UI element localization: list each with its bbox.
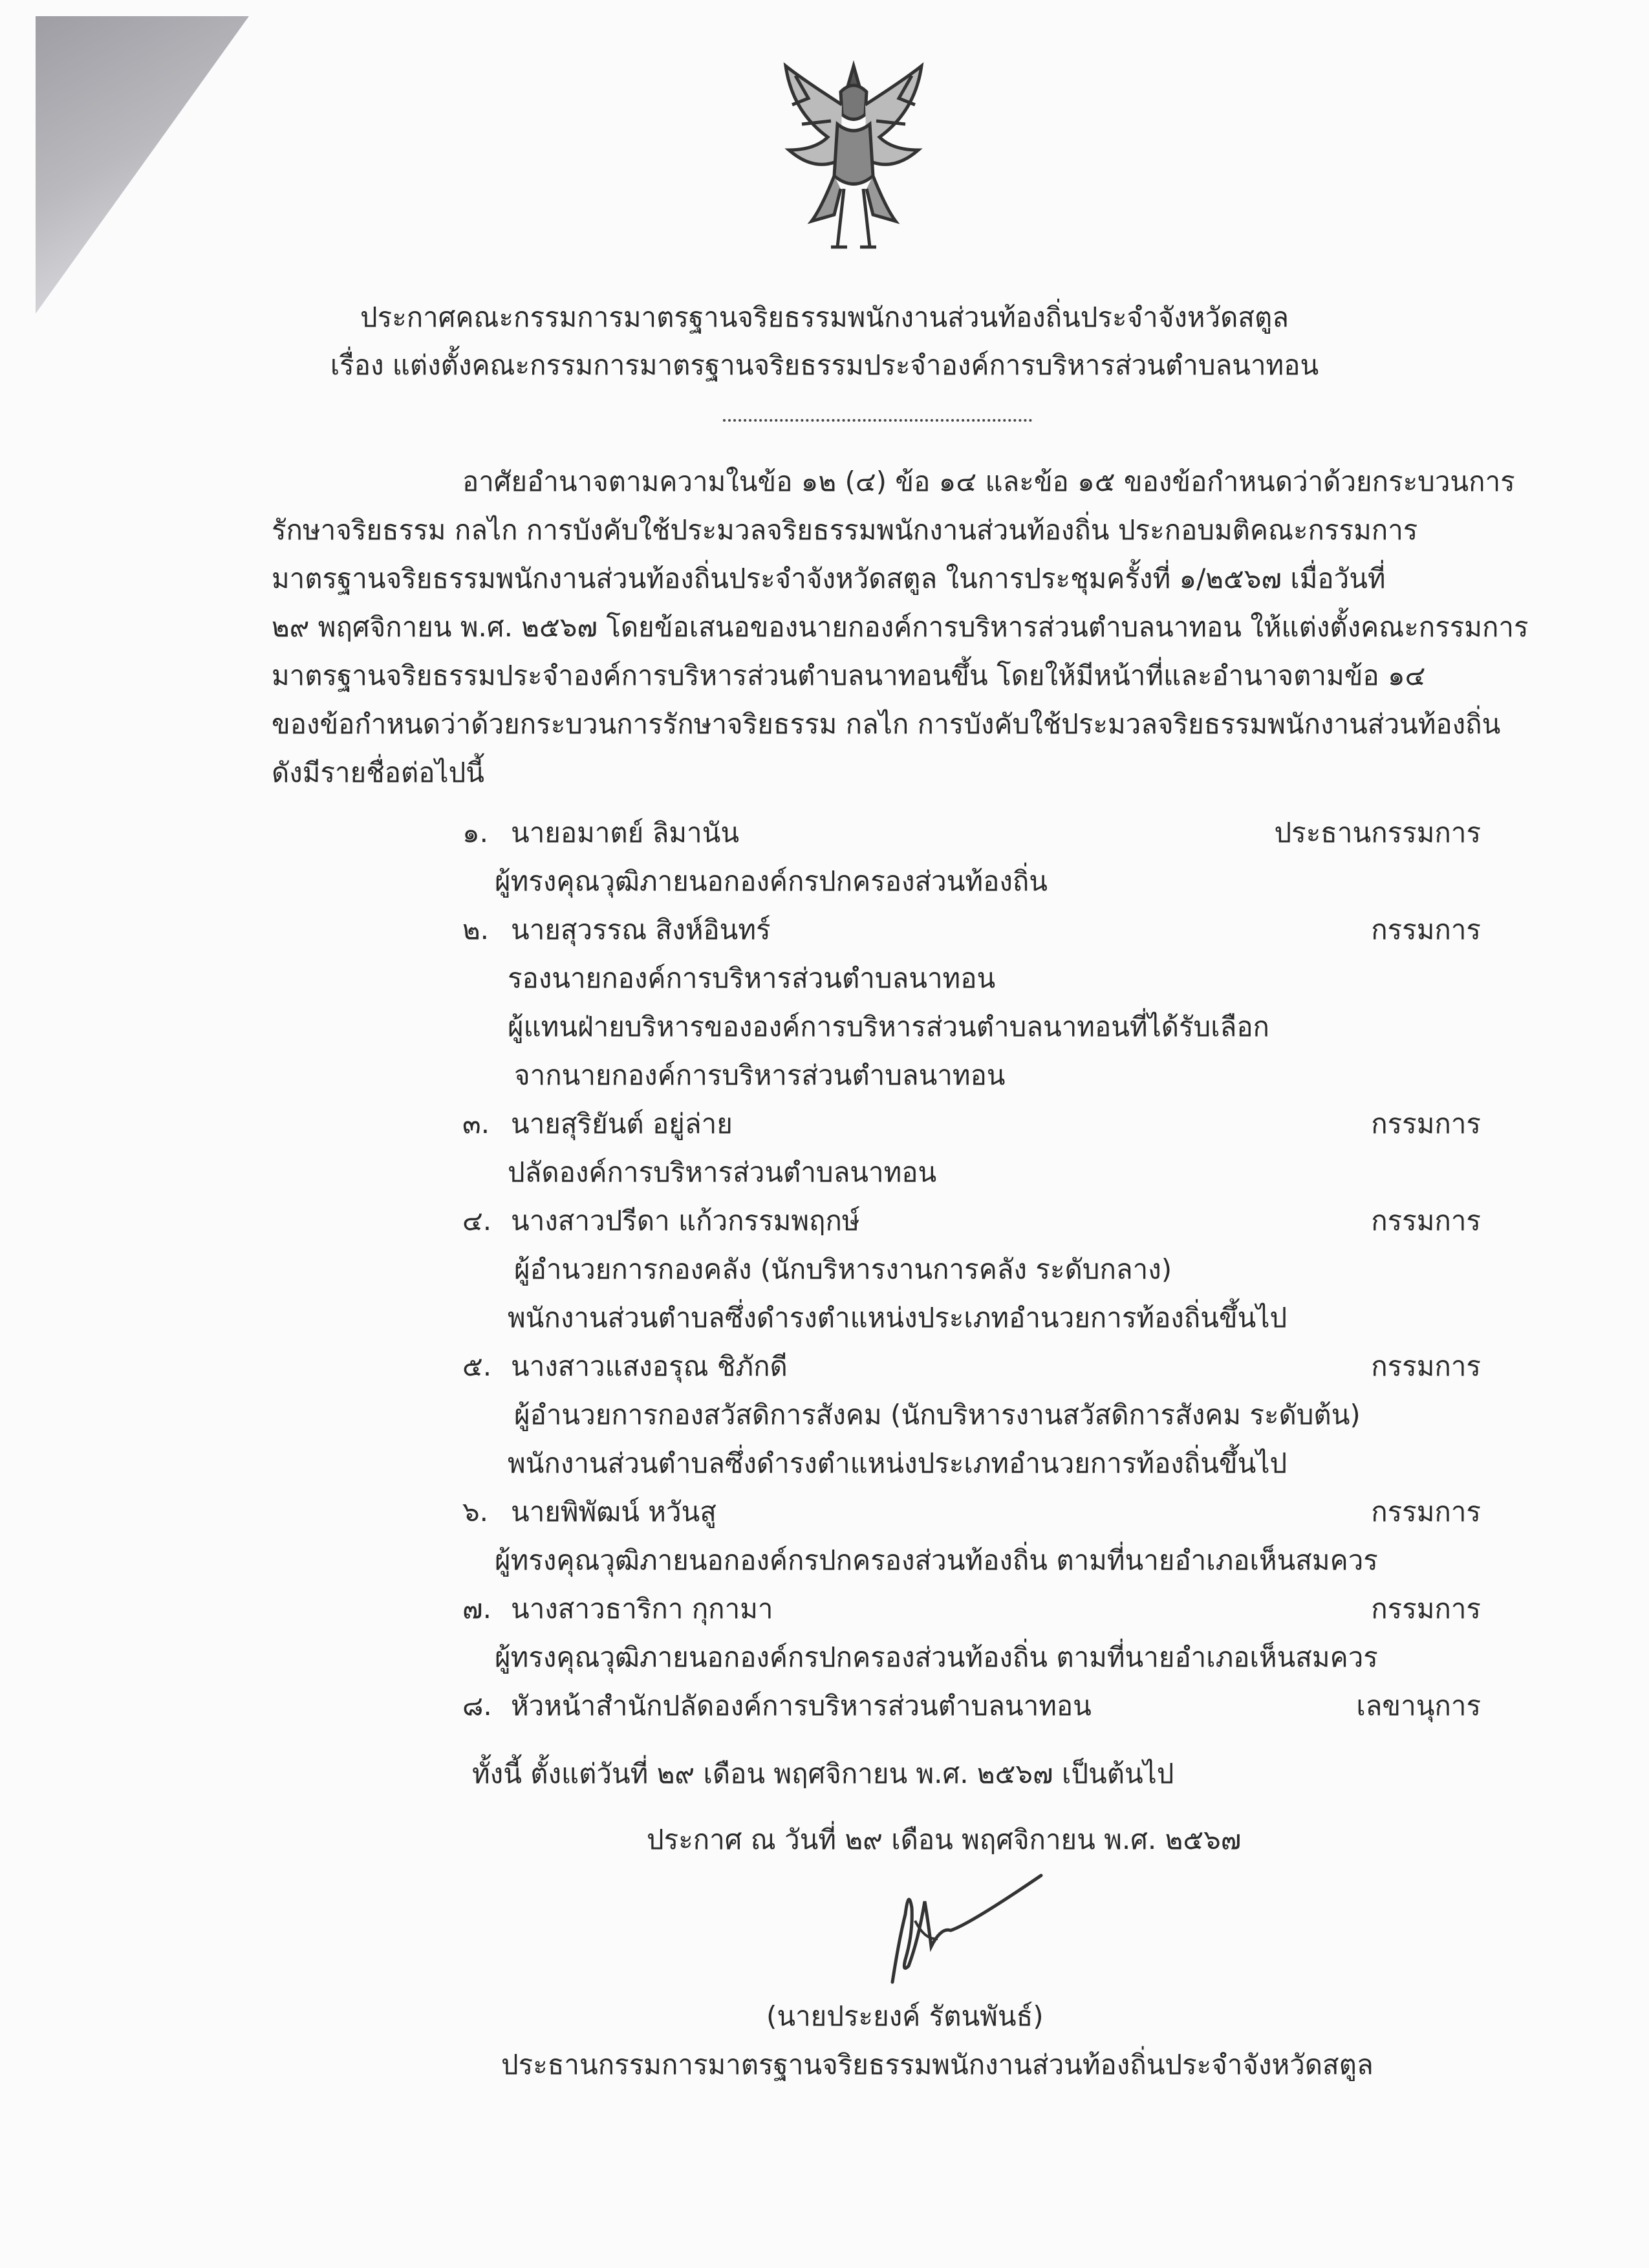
body-line: มาตรฐานจริยธรรมประจำองค์การบริหารส่วนตำบลนาทอนขึ้น โดยให้มีหน้าที่และอำนาจตามข้อ ๑๔ — [272, 660, 1426, 691]
member-role: กรรมการ — [1371, 914, 1481, 945]
member-detail: ผู้อำนวยการกองสวัสดิการสังคม (นักบริหารงานสวัสดิการสังคม ระดับต้น) — [514, 1399, 1361, 1431]
member-name: นางสาวปรีดา แก้วกรรมพฤกษ์ — [511, 1205, 860, 1237]
member-number: ๖. — [462, 1496, 489, 1528]
member-role: กรรมการ — [1371, 1205, 1481, 1237]
body-line: ๒๙ พฤศจิกายน พ.ศ. ๒๕๖๗ โดยข้อเสนอของนายกองค์การบริหารส่วนตำบลนาทอน ให้แต่งตั้งคณะกรรมการ — [272, 611, 1529, 643]
member-detail: รองนายกองค์การบริหารส่วนตำบลนาทอน — [508, 962, 996, 994]
member-number: ๗. — [462, 1593, 491, 1625]
member-detail: พนักงานส่วนตำบลซึ่งดำรงตำแหน่งประเภทอำนวยการท้องถิ่นขึ้นไป — [508, 1447, 1288, 1479]
member-detail: ผู้อำนวยการกองคลัง (นักบริหารงานการคลัง ระดับกลาง) — [514, 1253, 1172, 1285]
member-name: นายอมาตย์ ลิมานัน — [511, 817, 740, 848]
member-role: ประธานกรรมการ — [1274, 817, 1481, 848]
body-line: ของข้อกำหนดว่าด้วยกระบวนการรักษาจริยธรรม กลไก การบังคับใช้ประมวลจริยธรรมพนักงานส่วนท้องถิ่น — [272, 708, 1501, 740]
member-number: ๕. — [462, 1350, 492, 1382]
member-name: นายสุริยันต์ อยู่ล่าย — [511, 1108, 733, 1139]
member-number: ๔. — [462, 1205, 492, 1237]
garuda-emblem-icon — [776, 53, 931, 260]
body-line: ดังมีรายชื่อต่อไปนี้ — [272, 757, 484, 788]
member-number: ๑. — [462, 817, 489, 848]
body-line: รักษาจริยธรรม กลไก การบังคับใช้ประมวลจริยธรรมพนักงานส่วนท้องถิ่น ประกอบมติคณะกรรมการ — [272, 514, 1418, 546]
member-role: กรรมการ — [1371, 1108, 1481, 1139]
member-role: เลขานุการ — [1356, 1690, 1481, 1722]
member-detail: ปลัดองค์การบริหารส่วนตำบลนาทอน — [508, 1156, 937, 1188]
member-detail: ผู้ทรงคุณวุฒิภายนอกองค์กรปกครองส่วนท้องถิ่น — [495, 865, 1048, 897]
dotted-divider — [723, 419, 1032, 422]
member-role: กรรมการ — [1371, 1593, 1481, 1625]
member-number: ๓. — [462, 1108, 490, 1139]
member-name: นายพิพัฒน์ หวันสู — [511, 1496, 717, 1528]
document-subject: เรื่อง แต่งตั้งคณะกรรมการมาตรฐานจริยธรรมประจำองค์การบริหารส่วนตำบลนาทอน — [330, 349, 1319, 381]
body-line: มาตรฐานจริยธรรมพนักงานส่วนท้องถิ่นประจำจังหวัดสตูล ในการประชุมครั้งที่ ๑/๒๕๖๗ เมื่อวันที่ — [272, 563, 1386, 594]
member-detail: จากนายกองค์การบริหารส่วนตำบลนาทอน — [514, 1059, 1006, 1091]
member-role: กรรมการ — [1371, 1350, 1481, 1382]
signer-title: ประธานกรรมการมาตรฐานจริยธรรมพนักงานส่วนท้องถิ่นประจำจังหวัดสตูล — [501, 2049, 1374, 2080]
effective-date: ทั้งนี้ ตั้งแต่วันที่ ๒๙ เดือน พฤศจิกายน พ.ศ. ๒๕๖๗ เป็นต้นไป — [472, 1758, 1174, 1789]
member-name: นางสาวแสงอรุณ ชิภักดี — [511, 1350, 788, 1382]
member-name: หัวหน้าสำนักปลัดองค์การบริหารส่วนตำบลนาทอน — [511, 1690, 1092, 1722]
handwritten-signature-icon — [867, 1863, 1061, 1992]
signer-name: (นายประยงค์ รัตนพันธ์) — [766, 2000, 1044, 2032]
member-name: นางสาวธาริกา กุกามา — [511, 1593, 773, 1625]
member-detail: พนักงานส่วนตำบลซึ่งดำรงตำแหน่งประเภทอำนวยการท้องถิ่นขึ้นไป — [508, 1302, 1288, 1334]
member-number: ๘. — [462, 1690, 492, 1722]
member-detail: ผู้ทรงคุณวุฒิภายนอกองค์กรปกครองส่วนท้องถิ่น ตามที่นายอำเภอเห็นสมควร — [495, 1641, 1378, 1673]
document-title: ประกาศคณะกรรมการมาตรฐานจริยธรรมพนักงานส่วนท้องถิ่นประจำจังหวัดสตูล — [360, 301, 1289, 333]
member-name: นายสุวรรณ สิงห์อินทร์ — [511, 914, 771, 945]
body-line: อาศัยอำนาจตามความในข้อ ๑๒ (๔) ข้อ ๑๔ และข้อ ๑๕ ของข้อกำหนดว่าด้วยกระบวนการ — [462, 466, 1515, 497]
announcement-date: ประกาศ ณ วันที่ ๒๙ เดือน พฤศจิกายน พ.ศ. ๒๕๖๗ — [647, 1824, 1242, 1855]
member-detail: ผู้แทนฝ่ายบริหารขององค์การบริหารส่วนตำบลนาทอนที่ได้รับเลือก — [508, 1011, 1269, 1042]
member-detail: ผู้ทรงคุณวุฒิภายนอกองค์กรปกครองส่วนท้องถิ่น ตามที่นายอำเภอเห็นสมควร — [495, 1544, 1378, 1576]
folded-corner — [36, 16, 249, 314]
member-role: กรรมการ — [1371, 1496, 1481, 1528]
member-number: ๒. — [462, 914, 490, 945]
